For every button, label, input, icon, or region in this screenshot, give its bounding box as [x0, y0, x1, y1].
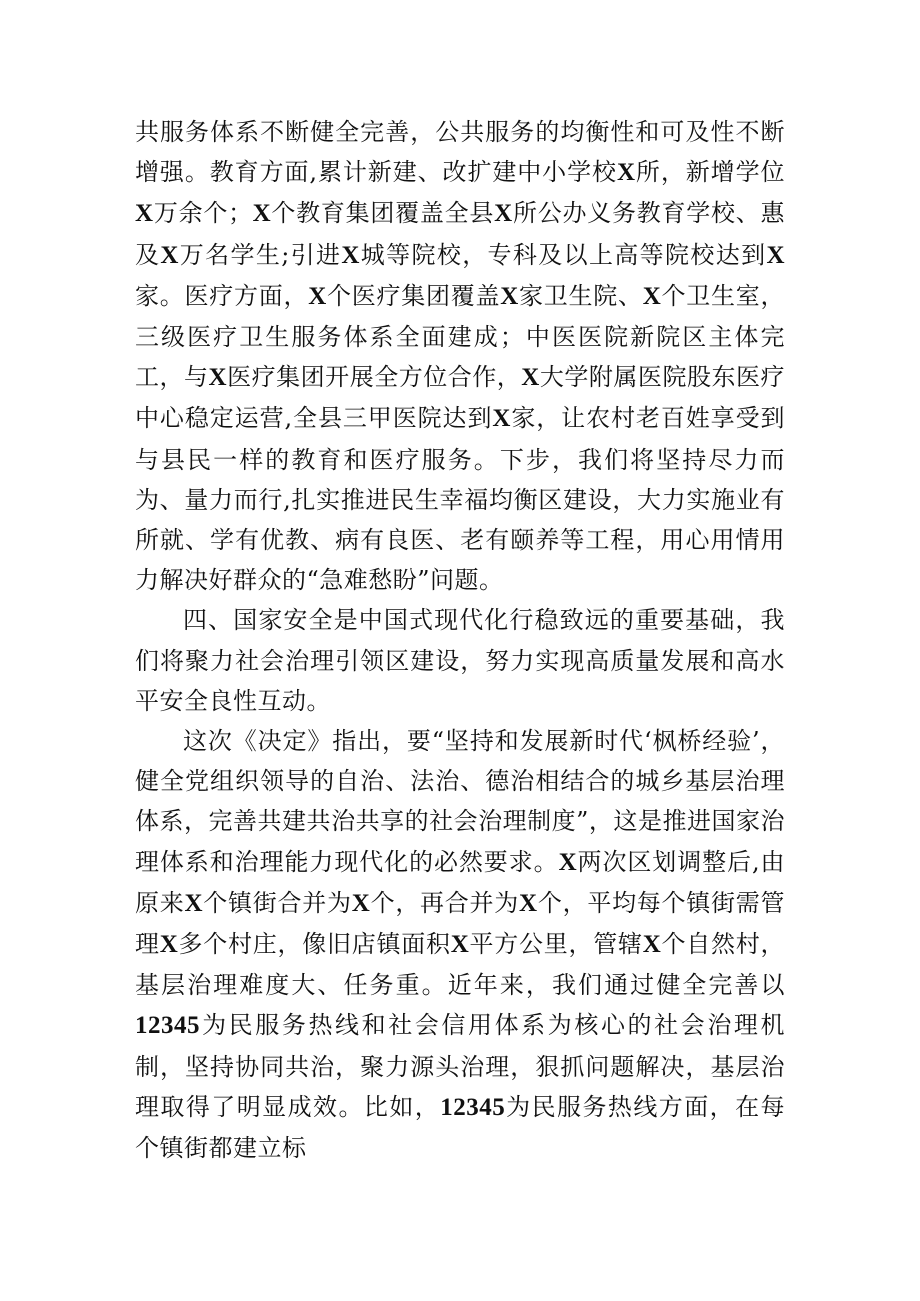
text-run: 多个村庄，像旧店镇面积	[178, 930, 451, 959]
text-run: 个教育集团覆盖全县	[271, 199, 495, 228]
text-run: 所公办义务教育学校、惠及	[135, 199, 786, 269]
text-run: 个，再合并为	[370, 888, 520, 917]
placeholder-value: 12345	[440, 1093, 506, 1121]
paragraph-p1	[135, 112, 785, 600]
text-run: 万名学生;引进	[178, 240, 342, 269]
placeholder-value: X	[521, 364, 540, 392]
paragraph-p3	[135, 721, 785, 1168]
text-run: 大学附属医院股东医疗中心稳定运营,全县三甲医院达到	[135, 363, 786, 433]
text-run: 四、国家安全是中国式现代化行稳致远的重要基础，我们将聚力社会治理引领区建设，努力实现高质量发展和高水平安全良性互动。	[135, 606, 785, 715]
placeholder-value: X	[159, 931, 179, 959]
text-run: 为民服务热线和社会信用体系为核心的社会治理机制，坚持协同共治，聚力源头治理，狠抓问题解决，基层治理取得了明显成效。比如，	[135, 1011, 785, 1121]
text-run: 为民服务热线方面，在每个镇街都建立标	[135, 1092, 786, 1163]
placeholder-value: X	[341, 241, 360, 269]
placeholder-value: X	[208, 364, 228, 392]
paragraph-p2	[135, 600, 785, 721]
placeholder-value: X	[558, 848, 578, 876]
text-run: 医疗集团开展全方位合作，	[227, 363, 522, 392]
placeholder-value: X	[308, 282, 327, 310]
placeholder-value: X	[642, 931, 662, 959]
text-run: 万余个；	[153, 199, 253, 228]
placeholder-value: X	[766, 241, 786, 269]
text-run: 个自然村，基层治理难度大、任务重。近年来，我们通过健全完善以	[135, 930, 786, 1000]
text-run: 共服务体系不断健全完善，公共服务的均衡性和可及性不断增强。教育方面,累计新建、改扩建中小学校	[135, 118, 785, 187]
placeholder-value: X	[351, 889, 371, 917]
text-run: 个，平均每个镇街需管理	[135, 888, 786, 959]
text-run: 家，让农村老百姓享受到与县民一样的教育和医疗服务。下步，我们将坚持尽力而为、量力而行,扎实推进民生幸福均衡区建设，大力实施业有所就、学有优教、病有良医、老有颐养等工程，用心用情用力解决好群众的“急难愁盼”问题。	[135, 404, 785, 595]
document-body	[135, 112, 785, 1168]
placeholder-value: X	[135, 200, 154, 228]
text-run: 个医疗集团覆盖	[326, 281, 501, 310]
placeholder-value: X	[519, 889, 538, 917]
placeholder-value: X	[642, 282, 662, 310]
text-run: 平方公里，管辖	[469, 930, 643, 959]
placeholder-value: X	[252, 200, 272, 228]
text-run: 个镇街合并为	[203, 888, 352, 917]
placeholder-value: X	[160, 241, 179, 269]
placeholder-value: X	[494, 200, 513, 228]
text-run: 两次区划调整后,由原来	[135, 847, 785, 917]
text-run: 城等院校，专科及以上高等院校达到	[359, 240, 767, 269]
text-run: 所，新增学位	[635, 158, 785, 187]
placeholder-value: X	[500, 282, 519, 310]
placeholder-value: X	[616, 159, 636, 187]
placeholder-value: X	[492, 405, 511, 433]
text-run: 家。医疗方面，	[135, 281, 309, 310]
text-run: 家卫生院、	[518, 281, 643, 310]
placeholder-value: X	[184, 889, 204, 917]
text-run: 个卫生室，三级医疗卫生服务体系全面建成；中医医院新院区主体完工，与	[135, 281, 786, 392]
text-run: 这次《决定》指出，要“坚持和发展新时代‘枫桥经验’，健全党组织领导的自治、法治、德治相结合的城乡基层治理体系，完善共建共治共享的社会治理制度”，这是推进国家治理体系和治理能力现代化的必然要求。	[135, 727, 785, 876]
placeholder-value: X	[450, 931, 470, 959]
placeholder-value: 12345	[135, 1012, 200, 1040]
